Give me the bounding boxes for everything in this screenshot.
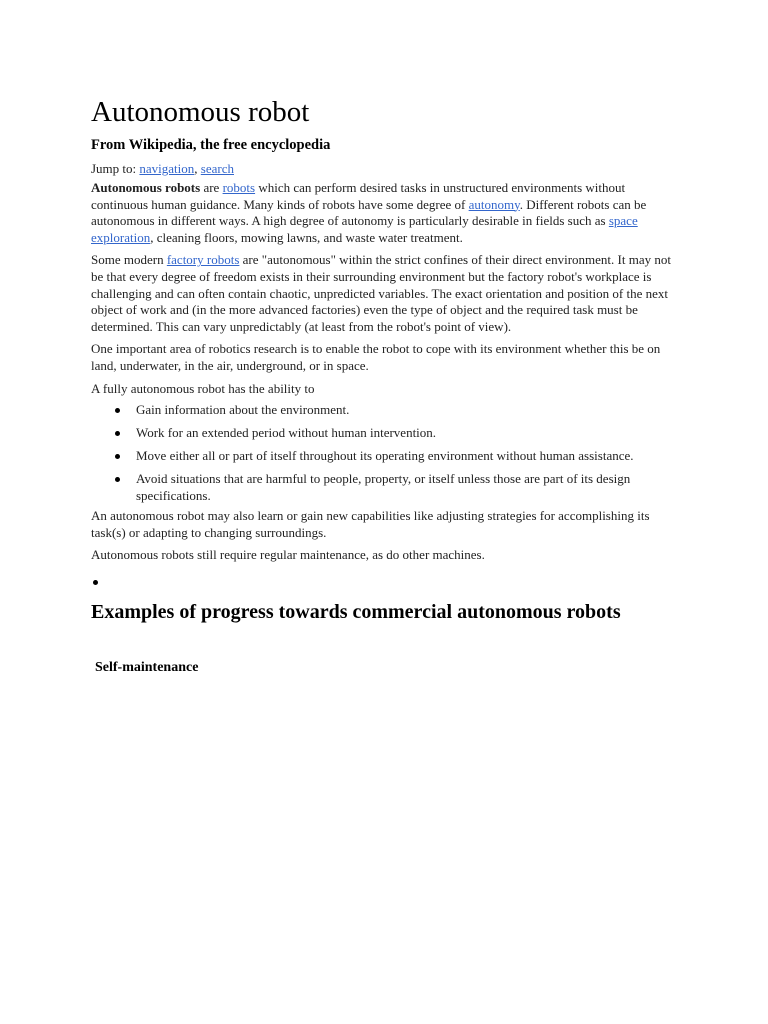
article	[91, 94, 677, 677]
robots-link[interactable]: robots	[222, 180, 256, 195]
navigation-link[interactable]: navigation	[139, 161, 195, 176]
list-item: Work for an extended period without human intervention.	[136, 425, 677, 442]
bullet-icon	[93, 580, 98, 585]
section-heading: Examples of progress towards commercial autonomous robots	[91, 600, 621, 623]
autonomy-link[interactable]: autonomy	[468, 196, 520, 212]
text-span: . Different robots can be autonomous in different ways. A high degree of autonomy is particularly desirable in fields such as	[91, 196, 647, 229]
factory-robots-link[interactable]: factory robots	[166, 252, 240, 268]
space-exploration-link[interactable]: space exploration	[91, 213, 638, 245]
jump-to-links	[91, 160, 677, 177]
search-link[interactable]: search	[200, 161, 234, 176]
abilities-list	[91, 402, 677, 504]
paragraph-maintenance: Autonomous robots still require regular maintenance, as do other machines.	[91, 547, 485, 563]
paragraph-research: One important area of robotics research is to enable the robot to cope with its environment whether this be on land, underwater, in the air, underground, or in space.	[91, 341, 661, 373]
list-item: Avoid situations that are harmful to people, property, or itself unless those are part of its design specifications.	[136, 471, 677, 504]
paragraph-factory	[91, 252, 677, 335]
text-span: are	[200, 180, 223, 195]
bold-term: Autonomous robots	[91, 180, 201, 195]
list-item: Move either all or part of itself throughout its operating environment without human assistance.	[136, 448, 677, 465]
paragraph-learning: An autonomous robot may also learn or gain new capabilities like adjusting strategies for accomplishing its task(s) or adapting to changing surroundings.	[91, 508, 650, 540]
paragraph-abilities-intro: A fully autonomous robot has the ability to	[91, 380, 315, 396]
text-span: Some modern	[91, 252, 167, 268]
jump-to-separator: ,	[194, 161, 201, 176]
jump-to-prefix: Jump to:	[91, 161, 140, 176]
text-span: , cleaning floors, mowing lawns, and waste water treatment.	[150, 229, 463, 245]
empty-list-bullet	[91, 570, 677, 594]
text-span: which can perform desired tasks in unstructured environments without continuous human guidance. Many kinds of robots have some degree of	[91, 180, 626, 212]
page-subtitle: From Wikipedia, the free encyclopedia	[91, 137, 331, 153]
paragraph-intro	[91, 180, 677, 246]
text-span: are "autonomous" within the strict confines of their direct environment. It may not be that every degree of freedom exists in their surrounding environment but the factory robot's workplace is challenging and can often contain chaotic, unpredicted variables. The exact orientation and position of the next object of work and (in the more advanced factories) even the type of object and the required task must be determined. This can vary unpredictably (at least from the robot's point of view).	[91, 252, 671, 334]
subsection-heading: Self-maintenance	[95, 659, 199, 675]
list-item: Gain information about the environment.	[136, 402, 677, 419]
page-title: Autonomous robot	[91, 96, 310, 128]
